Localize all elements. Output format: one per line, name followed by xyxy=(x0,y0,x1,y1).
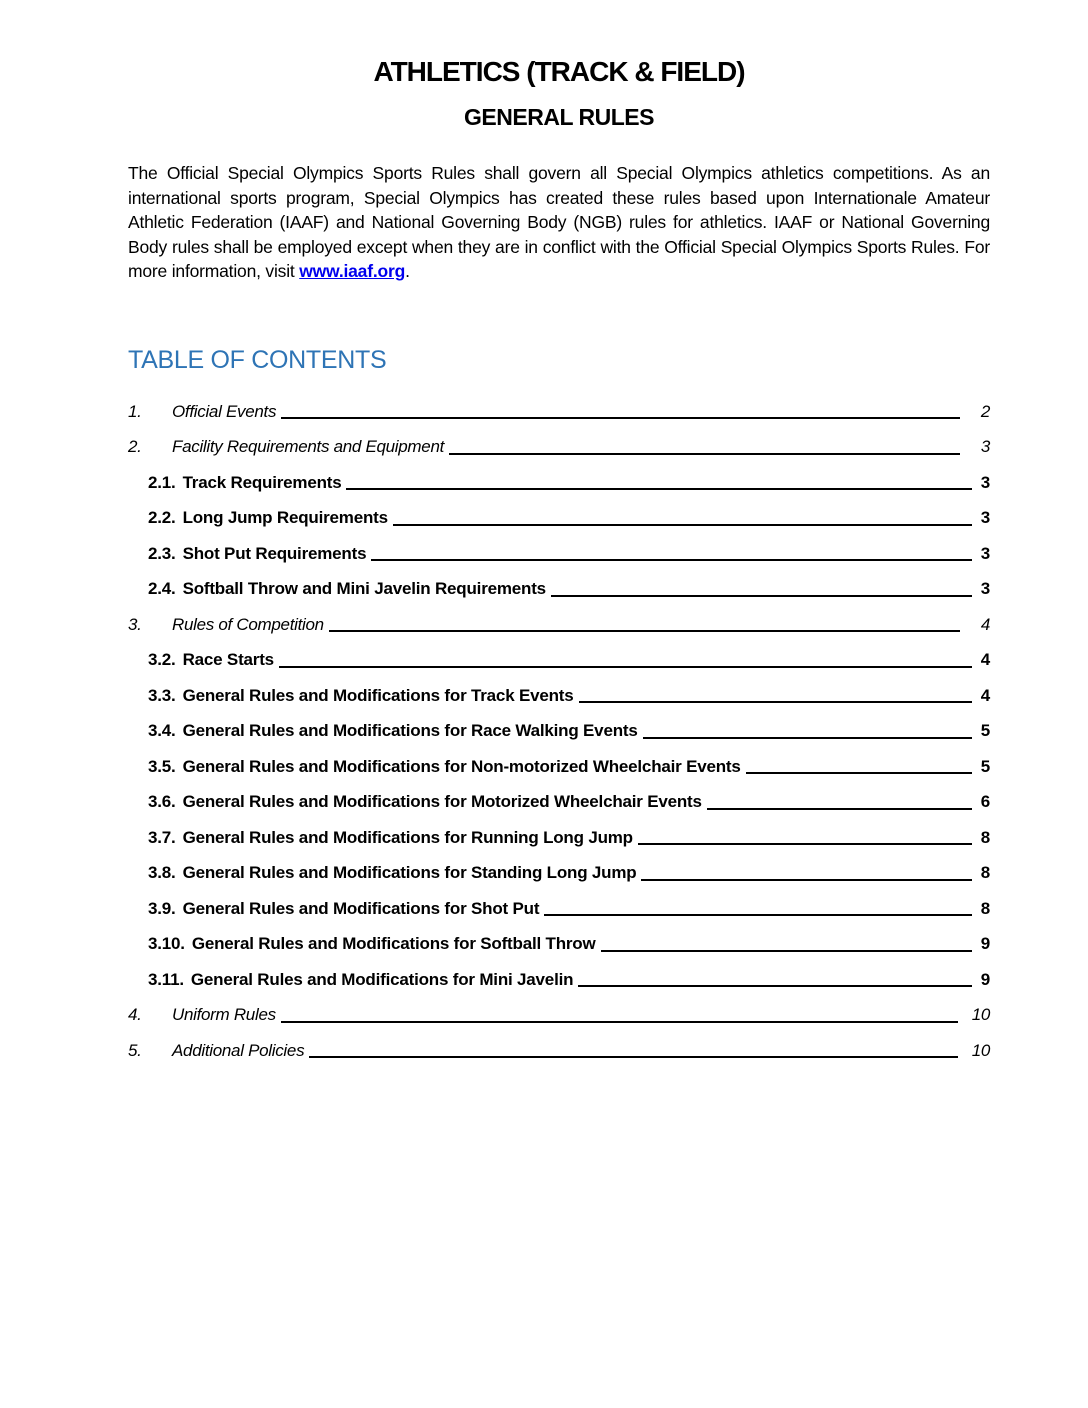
toc-entry-number: 5. xyxy=(128,1040,142,1060)
toc-entry-page: 4 xyxy=(980,614,990,634)
toc-entry-label: Long Jump Requirements xyxy=(182,508,388,527)
toc-entry-page: 4 xyxy=(980,685,990,705)
toc-entry-number: 3.7. xyxy=(148,827,176,847)
toc-leader-line xyxy=(641,879,972,881)
toc-entry-number: 3.10. xyxy=(148,934,185,953)
toc-entry xyxy=(128,746,990,782)
toc-entry-label: Additional Policies xyxy=(172,1040,305,1060)
document-title: ATHLETICS (TRACK & FIELD) xyxy=(373,56,745,87)
toc-leader-line xyxy=(393,524,972,526)
toc-entry-label: General Rules and Modifications for Shot Put xyxy=(182,898,540,918)
toc-heading: TABLE OF CONTENTS xyxy=(128,345,387,374)
toc-entry-number: 2.1. xyxy=(148,472,176,492)
toc-entry-number: 3. xyxy=(128,614,142,634)
toc-entry-label: General Rules and Modifications for Motorized Wheelchair Events xyxy=(182,792,702,811)
toc-entry-page: 8 xyxy=(980,863,990,882)
toc-entry-number: 2. xyxy=(128,437,142,456)
toc-entry-label: General Rules and Modifications for Race Walking Events xyxy=(182,721,638,740)
toc-entry-page: 5 xyxy=(980,756,990,776)
toc-leader-line xyxy=(281,417,960,419)
toc-entry-label: Rules of Competition xyxy=(172,614,324,634)
toc-entry xyxy=(128,959,990,995)
toc-entry-label: Uniform Rules xyxy=(172,1005,276,1024)
document-subtitle: GENERAL RULES xyxy=(464,104,654,131)
toc-entry xyxy=(128,781,990,817)
intro-text-after-link: . xyxy=(405,261,410,282)
intro-paragraph xyxy=(128,161,990,284)
toc-entry xyxy=(128,426,990,462)
toc-entry xyxy=(128,817,990,853)
toc-leader-line xyxy=(449,453,960,455)
toc-entry-number: 3.8. xyxy=(148,863,176,882)
toc-leader-line xyxy=(346,488,972,490)
toc-entry-label: Race Starts xyxy=(182,650,274,669)
toc-entry-number: 2.2. xyxy=(148,508,176,527)
toc-leader-line xyxy=(746,772,972,774)
toc-leader-line xyxy=(281,1021,958,1023)
toc-entry xyxy=(128,994,990,1030)
toc-leader-line xyxy=(638,843,972,845)
toc-leader-line xyxy=(371,559,972,561)
toc-leader-line xyxy=(707,808,972,810)
toc-entry-number: 1. xyxy=(128,401,142,421)
toc-entry-number: 4. xyxy=(128,1005,142,1024)
toc-entry-page: 10 xyxy=(971,1040,990,1060)
toc-leader-line xyxy=(329,630,960,632)
toc-entry-page: 3 xyxy=(980,437,990,456)
toc-entry-page: 6 xyxy=(980,792,990,811)
toc-entry-page: 4 xyxy=(980,650,990,669)
toc-entry-label: General Rules and Modifications for Non-motorized Wheelchair Events xyxy=(182,756,741,776)
toc-entry-number: 3.3. xyxy=(148,685,176,705)
toc-entry-number: 2.4. xyxy=(148,579,176,598)
toc-entry xyxy=(128,888,990,924)
toc-entry-page: 10 xyxy=(971,1005,990,1024)
toc-entry-label: Shot Put Requirements xyxy=(182,543,367,563)
toc-entry-page: 3 xyxy=(980,472,990,492)
toc-entry xyxy=(128,568,990,604)
toc-entry xyxy=(128,923,990,959)
toc-leader-line xyxy=(579,701,972,703)
toc-entry-page: 8 xyxy=(980,898,990,918)
toc-entry xyxy=(128,533,990,569)
toc-entry xyxy=(128,852,990,888)
toc-entry-page: 5 xyxy=(980,721,990,740)
toc-entry-number: 3.6. xyxy=(148,792,176,811)
toc-entry xyxy=(128,710,990,746)
toc-entry xyxy=(128,675,990,711)
toc-entry-label: General Rules and Modifications for Track Events xyxy=(182,685,574,705)
toc-entry xyxy=(128,1030,990,1066)
toc-entry-page: 2 xyxy=(980,401,990,421)
toc-entry-label: Softball Throw and Mini Javelin Requirements xyxy=(182,579,546,598)
intro-text: The Official Special Olympics Sports Rules shall govern all Special Olympics athletics competitions. As an international sports program, Special Olympics has created these rules based upon Internationale Amateur Athletic Federation (IAAF) and National Governing Body (NGB) rules for athletics. IAAF or National Governing Body rules shall be employed except when they are in conflict with the Official Special Olympics Sports Rules. For more information, visit xyxy=(128,163,990,282)
toc-entry xyxy=(128,462,990,498)
toc-leader-line xyxy=(643,737,972,739)
toc-leader-line xyxy=(544,914,972,916)
toc-entry-page: 8 xyxy=(980,827,990,847)
toc-entry-label: General Rules and Modifications for Mini Javelin xyxy=(190,969,574,989)
toc-entry-number: 3.11. xyxy=(148,969,184,989)
toc-entry-number: 3.4. xyxy=(148,721,176,740)
toc-leader-line xyxy=(601,950,972,952)
toc-entry xyxy=(128,497,990,533)
toc-leader-line xyxy=(309,1056,957,1058)
toc-entry xyxy=(128,391,990,427)
toc-entry-page: 3 xyxy=(980,508,990,527)
toc-entry-label: Track Requirements xyxy=(182,472,342,492)
toc-entry-number: 3.5. xyxy=(148,756,176,776)
toc-entry-page: 9 xyxy=(980,934,990,953)
toc-entry-label: Facility Requirements and Equipment xyxy=(172,437,445,456)
toc-leader-line xyxy=(551,595,972,597)
iaaf-link[interactable]: www.iaaf.org xyxy=(299,261,406,282)
toc-entry-number: 3.2. xyxy=(148,650,176,669)
toc-entry-number: 2.3. xyxy=(148,543,176,563)
toc-entry-label: General Rules and Modifications for Standing Long Jump xyxy=(182,863,637,882)
toc-entry-number: 3.9. xyxy=(148,898,176,918)
toc-entry xyxy=(128,639,990,675)
toc-entry-page: 3 xyxy=(980,579,990,598)
toc-leader-line xyxy=(578,985,972,987)
toc-entry-label: Official Events xyxy=(172,401,277,421)
toc-entry-label: General Rules and Modifications for Softball Throw xyxy=(191,934,596,953)
toc-leader-line xyxy=(279,666,972,668)
toc-entries xyxy=(128,391,990,1066)
toc-entry-label: General Rules and Modifications for Running Long Jump xyxy=(182,827,633,847)
toc-entry-page: 3 xyxy=(980,543,990,563)
toc-entry xyxy=(128,604,990,640)
toc-entry-page: 9 xyxy=(980,969,990,989)
